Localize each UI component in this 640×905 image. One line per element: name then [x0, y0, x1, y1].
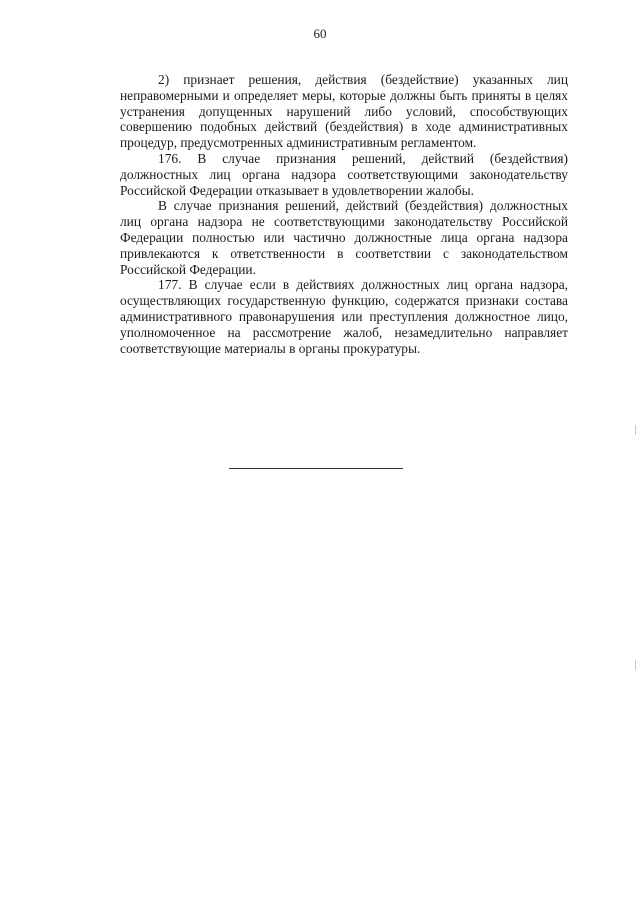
paragraph-176-continued: В случае признания решений, действий (бездействия) должностных лиц органа надзора не соответствующими законодательству Российской Федерации полностью или частично должностные лица органа надзора привлекаются к ответственности в соответствии с законодательством Российской Федерации.: [120, 198, 568, 277]
paragraph-item-2: 2) признает решения, действия (бездействие) указанных лиц неправомерными и определяет меры, которые должны быть приняты в целях устранения допущенных нарушений либо условий, способствующих совершению подобных действий (бездействия) в ходе административных процедур, предусмотренных административным регламентом.: [120, 72, 568, 151]
document-body: [120, 72, 568, 356]
end-separator-line: [229, 468, 403, 469]
page-number: 60: [313, 26, 327, 41]
paragraph-176: 176. В случае признания решений, действий (бездействия) должностных лиц органа надзора соответствующими законодательству Российской Федерации отказывает в удовлетворении жалобы.: [120, 150, 568, 198]
scan-margin-mark: [635, 425, 636, 435]
paragraph-177: 177. В случае если в действиях должностных лиц органа надзора, осуществляющих государственную функцию, содержатся признаки состава административного правонарушения или преступления должностное лицо, уполномоченное на рассмотрение жалоб, незамедлительно направляет соответствующие материалы в органы прокуратуры.: [120, 277, 568, 356]
scan-margin-mark: [635, 660, 636, 670]
